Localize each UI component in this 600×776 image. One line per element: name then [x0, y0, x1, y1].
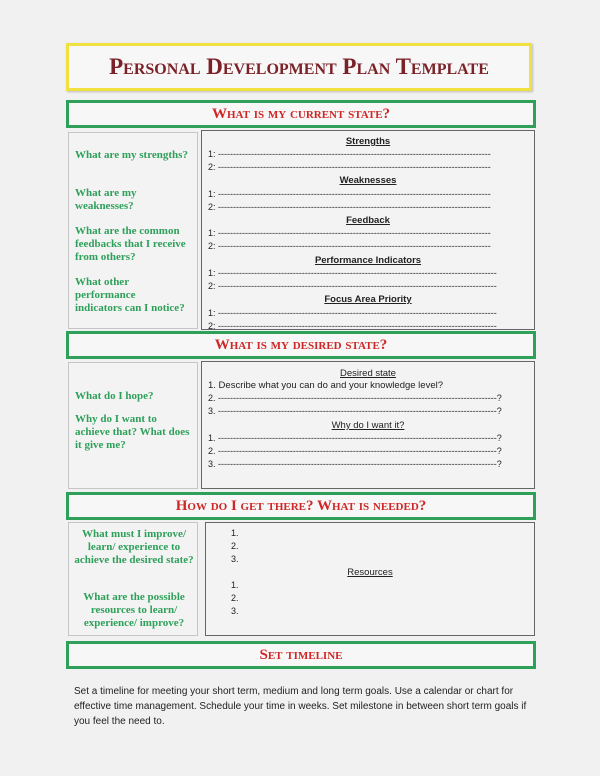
question-performance: What other performance indicators can I notice? — [75, 276, 185, 314]
how-questions-panel — [68, 522, 198, 636]
strengths-line-1[interactable]: 1: ------------------------------------------------------------------------------------------- — [208, 149, 491, 159]
section-desired-state — [66, 331, 536, 359]
current-questions-panel — [68, 132, 198, 329]
title-text: Personal Development Plan Template — [109, 54, 489, 79]
question-resources: What are the possible resources to learn/ experience/ improve? — [83, 591, 185, 629]
section-how-title: How do I get there? What is needed? — [175, 497, 427, 514]
desired-item-1[interactable]: 1. Describe what you can do and your knowledge level? — [208, 380, 444, 391]
section-how-get-there — [66, 492, 536, 520]
heading-weaknesses: Weaknesses — [339, 175, 397, 186]
question-hope: What do I hope? — [75, 390, 154, 402]
question-feedbacks: What are the common feedbacks that I receive from others? — [75, 225, 186, 263]
timeline-description: Set a timeline for meeting your short term, medium and long term goals. Use a calendar or chart for effective time management. Schedule your time in weeks. Set milestone in between short term goals if you feel the need to. — [74, 686, 527, 727]
resource-item-1[interactable]: 1. — [231, 580, 239, 590]
weaknesses-line-1[interactable]: 1: ------------------------------------------------------------------------------------------- — [208, 189, 491, 199]
heading-why-want: Why do I want it? — [331, 420, 405, 431]
question-why: Why do I want to achieve that? What does it give me? — [75, 413, 190, 451]
strengths-line-2[interactable]: 2: ------------------------------------------------------------------------------------------- — [208, 162, 491, 172]
current-answers-panel — [201, 130, 535, 330]
section-current-title: What is my current state? — [211, 105, 391, 122]
feedback-line-2[interactable]: 2: ------------------------------------------------------------------------------------------- — [208, 241, 491, 251]
section-timeline — [66, 641, 536, 669]
why-item-1[interactable]: 1. ---------------------------------------------------------------------------------------------? — [208, 433, 502, 443]
desired-item-2[interactable]: 2. ---------------------------------------------------------------------------------------------? — [208, 393, 502, 403]
section-current-state — [66, 100, 536, 128]
performance-line-1[interactable]: 1: --------------------------------------------------------------------------------------------- — [208, 268, 497, 278]
desired-questions-panel — [68, 362, 198, 489]
focus-line-1[interactable]: 1: --------------------------------------------------------------------------------------------- — [208, 308, 497, 318]
feedback-line-1[interactable]: 1: ------------------------------------------------------------------------------------------- — [208, 228, 491, 238]
section-desired-title: What is my desired state? — [214, 336, 388, 353]
heading-focus: Focus Area Priority — [324, 294, 412, 305]
improve-item-3[interactable]: 3. — [231, 554, 239, 564]
question-strengths: What are my strengths? — [75, 149, 188, 161]
why-item-2[interactable]: 2. ---------------------------------------------------------------------------------------------? — [208, 446, 502, 456]
document-title — [66, 43, 532, 91]
weaknesses-line-2[interactable]: 2: ------------------------------------------------------------------------------------------- — [208, 202, 491, 212]
improve-item-1[interactable]: 1. — [231, 528, 239, 538]
desired-answers-panel — [201, 361, 535, 489]
question-improve: What must I improve/ learn/ experience to achieve the desired state? — [74, 528, 194, 566]
focus-line-2[interactable]: 2: --------------------------------------------------------------------------------------------- — [208, 321, 497, 330]
improve-item-2[interactable]: 2. — [231, 541, 239, 551]
heading-strengths: Strengths — [345, 136, 391, 147]
resource-item-3[interactable]: 3. — [231, 606, 239, 616]
question-weaknesses: What are my weaknesses? — [75, 187, 137, 212]
section-timeline-title: Set timeline — [259, 646, 343, 663]
heading-resources: Resources — [347, 567, 393, 578]
desired-item-3[interactable]: 3. ---------------------------------------------------------------------------------------------? — [208, 406, 502, 416]
heading-desired-state: Desired state — [340, 368, 396, 379]
heading-feedback: Feedback — [346, 215, 390, 226]
resource-item-2[interactable]: 2. — [231, 593, 239, 603]
why-item-3[interactable]: 3. ---------------------------------------------------------------------------------------------? — [208, 459, 502, 469]
performance-line-2[interactable]: 2: --------------------------------------------------------------------------------------------- — [208, 281, 497, 291]
how-answers-panel — [205, 522, 535, 636]
heading-performance: Performance Indicators — [314, 255, 422, 266]
